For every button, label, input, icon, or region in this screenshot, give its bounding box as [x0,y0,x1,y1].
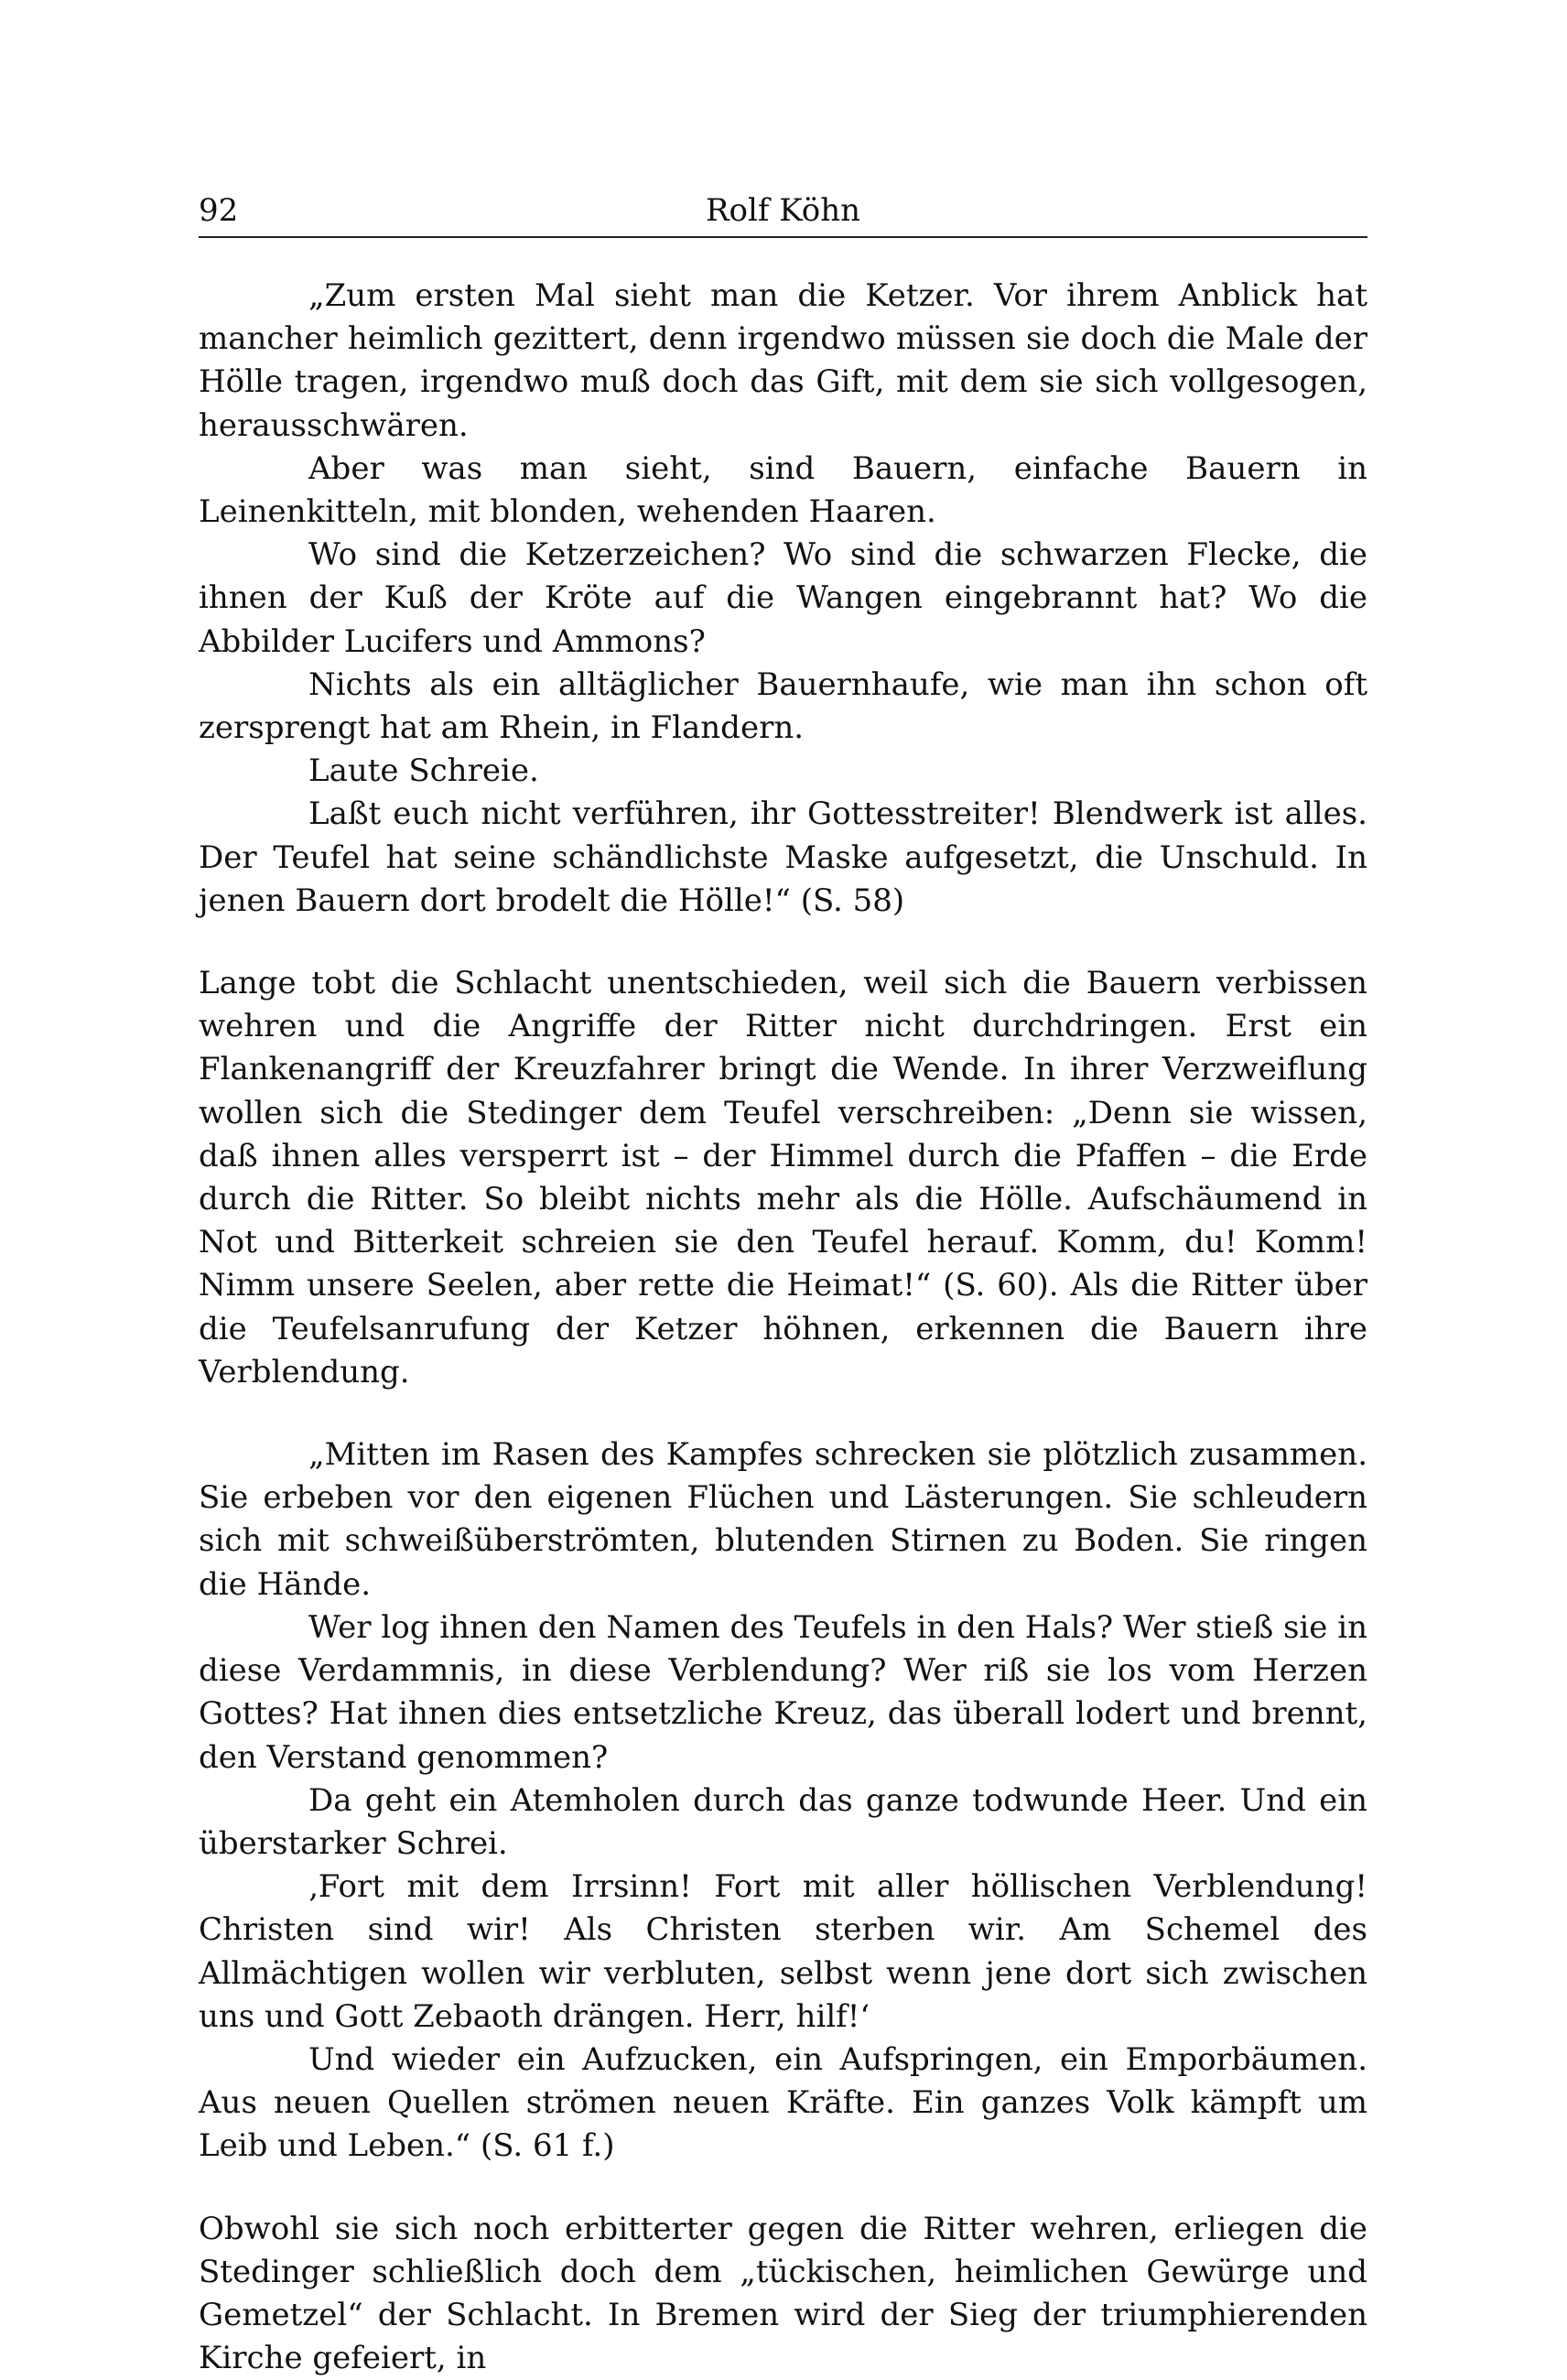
body-paragraph: Obwohl sie sich noch erbitterter gegen die Ritter wehren, erliegen die Stedinger schließlich doch dem „tückischen, heimlichen Gewürge und Gemetzel“ der Schlacht. In Bremen wird der Sieg der triumphierenden Kirche gefeiert, in [199,2210,1367,2377]
body-text [199,275,1367,2380]
quote-paragraph: Wo sind die Ketzerzeichen? Wo sind die schwarzen Flecke, die ihnen der Kuß der Kröte auf die Wangen eingebrannt hat? Wo die Abbilder Lucifers und Ammons? [199,536,1367,660]
quote-paragraph: „Mitten im Rasen des Kampfes schrecken sie plötzlich zusammen. Sie erbeben vor den eigenen Flüchen und Lästerungen. Sie schleudern sich mit schweißüberströmten, blutenden Stirnen zu Boden. Sie ringen die Hände. [199,1436,1367,1603]
quote-block-2 [199,1433,1367,2168]
page-header [199,190,1367,238]
quote-paragraph: ‚Fort mit dem Irrsinn! Fort mit aller höllischen Verblendung! Christen sind wir! Als Christen sterben wir. Am Schemel des Allmächtigen wollen wir verbluten, selbst wenn jene dort sich zwischen uns und Gott Zebaoth drängen. Herr, hilf!‘ [199,1868,1367,2035]
quote-paragraph: Da geht ein Atemholen durch das ganze todwunde Heer. Und ein überstarker Schrei. [199,1781,1367,1862]
page-number: 92 [199,192,239,229]
quote-block-1 [199,275,1367,923]
quote-paragraph: Laßt euch nicht verführen, ihr Gottesstreiter! Blendwerk ist alles. Der Teufel hat seine schändlichste Maske aufgesetzt, die Unschuld. In jenen Bauern dort brodelt die Hölle!“ (S. 58) [199,795,1367,919]
body-paragraph: Lange tobt die Schlacht unentschieden, weil sich die Bauern verbissen wehren und die Angriffe der Ritter nicht durchdringen. Erst ein Flankenangriff der Kreuzfahrer bringt die Wende. In ihrer Verzweiflung wollen sich die Stedinger dem Teufel verschreiben: „Denn sie wissen, daß ihnen alles versperrt ist – der Himmel durch die Pfaffen – die Erde durch die Ritter. So bleibt nichts mehr als die Hölle. Aufschäumend in Not und Bitterkeit schreien sie den Teufel herauf. Komm, du! Komm! Nimm unsere Seelen, aber rette die Heimat!“ (S. 60). Als die Ritter über die Teufelsanrufung der Ketzer höhnen, erkennen die Bauern ihre Verblendung. [199,965,1367,1390]
quote-paragraph: Laute Schreie. [308,752,539,790]
quote-paragraph: „Zum ersten Mal sieht man die Ketzer. Vor ihrem Anblick hat mancher heimlich gezittert, denn irgendwo müssen sie doch die Male der Hölle tragen, irgendwo muß doch das Gift, mit dem sie sich vollgesogen, herausschwären. [199,277,1367,444]
quote-paragraph: Wer log ihnen den Namen des Teufels in den Hals? Wer stieß sie in diese Verdammnis, in diese Verblendung? Wer riß sie los vom Herzen Gottes? Hat ihnen dies entsetzliche Kreuz, das überall lodert und brennt, den Verstand genommen? [199,1608,1367,1776]
quote-paragraph: Nichts als ein alltäglicher Bauernhaufe, wie man ihn schon oft zersprengt hat am Rhein, in Flandern. [199,665,1367,747]
quote-paragraph: Und wieder ein Aufzucken, ein Aufspringen, ein Emporbäumen. Aus neuen Quellen strömen neuen Kräfte. Ein ganzes Volk kämpft um Leib und Leben.“ (S. 61 f.) [199,2040,1367,2165]
quote-paragraph: Aber was man sieht, sind Bauern, einfache Bauern in Leinenkitteln, mit blonden, wehenden Haaren. [199,449,1367,531]
paragraph-1 [199,962,1367,1394]
running-title: Rolf Köhn [705,192,861,229]
paragraph-2 [199,2208,1367,2380]
